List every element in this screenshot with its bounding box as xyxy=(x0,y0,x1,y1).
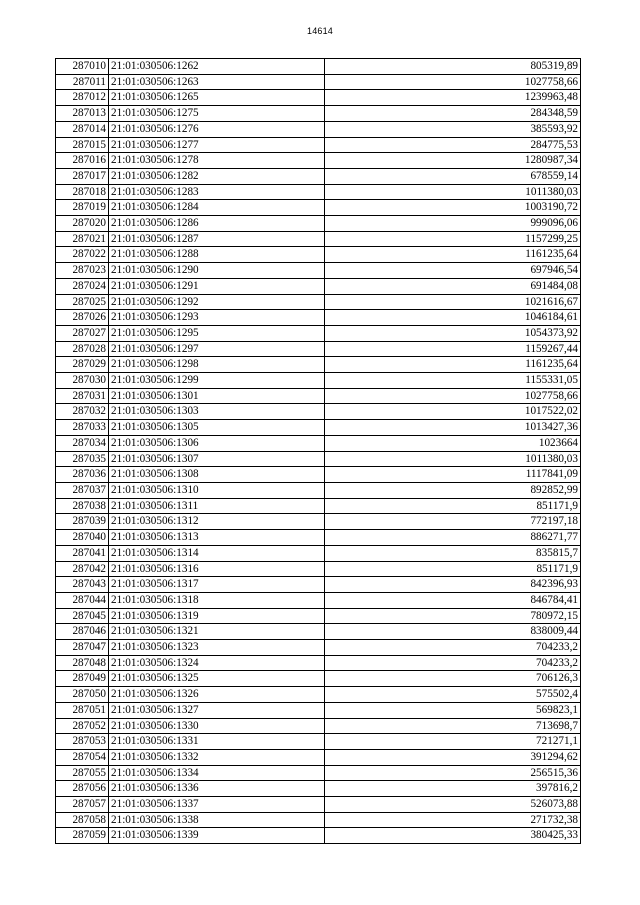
cadastral-number-cell: 21:01:030506:1314 xyxy=(109,545,325,561)
cadastral-number-cell: 21:01:030506:1301 xyxy=(109,388,325,404)
cadastral-value-cell: 1161235,64 xyxy=(325,357,581,373)
cadastral-value-cell: 575502,4 xyxy=(325,687,581,703)
table-row xyxy=(56,373,581,389)
table-row xyxy=(56,435,581,451)
cadastral-number-cell: 21:01:030506:1286 xyxy=(109,216,325,232)
table-row xyxy=(56,231,581,247)
cadastral-value-cell: 772197,18 xyxy=(325,514,581,530)
table-row xyxy=(56,545,581,561)
table-row xyxy=(56,216,581,232)
cadastral-number-cell: 21:01:030506:1284 xyxy=(109,200,325,216)
cadastral-number-cell: 21:01:030506:1331 xyxy=(109,734,325,750)
table-row xyxy=(56,341,581,357)
table-row xyxy=(56,168,581,184)
table-row xyxy=(56,482,581,498)
cadastral-value-cell: 1023664 xyxy=(325,435,581,451)
row-number-cell: 287030 xyxy=(56,373,109,389)
cadastral-value-cell: 256515,36 xyxy=(325,765,581,781)
cadastral-number-cell: 21:01:030506:1336 xyxy=(109,781,325,797)
cadastral-value-cell: 838009,44 xyxy=(325,624,581,640)
cadastral-number-cell: 21:01:030506:1326 xyxy=(109,687,325,703)
cadastral-value-cell: 851171,9 xyxy=(325,498,581,514)
cadastral-number-cell: 21:01:030506:1330 xyxy=(109,718,325,734)
cadastral-value-cell: 391294,62 xyxy=(325,749,581,765)
row-number-cell: 287025 xyxy=(56,294,109,310)
table-row xyxy=(56,781,581,797)
row-number-cell: 287014 xyxy=(56,121,109,137)
cadastral-number-cell: 21:01:030506:1338 xyxy=(109,812,325,828)
cadastral-value-cell: 805319,89 xyxy=(325,59,581,75)
table-row xyxy=(56,325,581,341)
row-number-cell: 287052 xyxy=(56,718,109,734)
table-row xyxy=(56,592,581,608)
table-row xyxy=(56,357,581,373)
row-number-cell: 287051 xyxy=(56,702,109,718)
cadastral-number-cell: 21:01:030506:1311 xyxy=(109,498,325,514)
row-number-cell: 287018 xyxy=(56,184,109,200)
cadastral-number-cell: 21:01:030506:1263 xyxy=(109,74,325,90)
cadastral-number-cell: 21:01:030506:1310 xyxy=(109,482,325,498)
cadastral-value-cell: 721271,1 xyxy=(325,734,581,750)
row-number-cell: 287047 xyxy=(56,640,109,656)
row-number-cell: 287026 xyxy=(56,310,109,326)
row-number-cell: 287013 xyxy=(56,106,109,122)
table-row xyxy=(56,640,581,656)
row-number-cell: 287016 xyxy=(56,153,109,169)
row-number-cell: 287048 xyxy=(56,655,109,671)
cadastral-value-cell: 886271,77 xyxy=(325,530,581,546)
cadastral-number-cell: 21:01:030506:1308 xyxy=(109,467,325,483)
row-number-cell: 287046 xyxy=(56,624,109,640)
row-number-cell: 287011 xyxy=(56,74,109,90)
cadastral-value-cell: 380425,33 xyxy=(325,828,581,844)
table-row xyxy=(56,451,581,467)
table-row xyxy=(56,106,581,122)
cadastral-number-cell: 21:01:030506:1262 xyxy=(109,59,325,75)
row-number-cell: 287032 xyxy=(56,404,109,420)
cadastral-number-cell: 21:01:030506:1292 xyxy=(109,294,325,310)
cadastral-number-cell: 21:01:030506:1312 xyxy=(109,514,325,530)
cadastral-value-cell: 704233,2 xyxy=(325,655,581,671)
row-number-cell: 287038 xyxy=(56,498,109,514)
cadastral-number-cell: 21:01:030506:1334 xyxy=(109,765,325,781)
row-number-cell: 287055 xyxy=(56,765,109,781)
row-number-cell: 287010 xyxy=(56,59,109,75)
table-row xyxy=(56,137,581,153)
cadastral-value-cell: 526073,88 xyxy=(325,797,581,813)
row-number-cell: 287043 xyxy=(56,577,109,593)
cadastral-value-cell: 1054373,92 xyxy=(325,325,581,341)
cadastral-number-cell: 21:01:030506:1287 xyxy=(109,231,325,247)
cadastral-number-cell: 21:01:030506:1303 xyxy=(109,404,325,420)
table-row xyxy=(56,404,581,420)
cadastral-value-cell: 1155331,05 xyxy=(325,373,581,389)
cadastral-value-cell: 835815,7 xyxy=(325,545,581,561)
row-number-cell: 287021 xyxy=(56,231,109,247)
cadastral-value-cell: 691484,08 xyxy=(325,278,581,294)
cadastral-value-cell: 842396,93 xyxy=(325,577,581,593)
table-row xyxy=(56,608,581,624)
cadastral-number-cell: 21:01:030506:1276 xyxy=(109,121,325,137)
cadastral-number-cell: 21:01:030506:1298 xyxy=(109,357,325,373)
table-row xyxy=(56,561,581,577)
cadastral-value-cell: 1161235,64 xyxy=(325,247,581,263)
table-row xyxy=(56,687,581,703)
cadastral-value-cell: 706126,3 xyxy=(325,671,581,687)
row-number-cell: 287029 xyxy=(56,357,109,373)
cadastral-value-cell: 397816,2 xyxy=(325,781,581,797)
table-row xyxy=(56,388,581,404)
cadastral-value-cell: 1159267,44 xyxy=(325,341,581,357)
cadastral-number-cell: 21:01:030506:1288 xyxy=(109,247,325,263)
cadastral-value-cell: 284348,59 xyxy=(325,106,581,122)
row-number-cell: 287031 xyxy=(56,388,109,404)
table-row xyxy=(56,577,581,593)
row-number-cell: 287035 xyxy=(56,451,109,467)
cadastral-number-cell: 21:01:030506:1282 xyxy=(109,168,325,184)
cadastral-number-cell: 21:01:030506:1293 xyxy=(109,310,325,326)
table-row xyxy=(56,702,581,718)
table-row xyxy=(56,467,581,483)
row-number-cell: 287054 xyxy=(56,749,109,765)
cadastral-value-cell: 1239963,48 xyxy=(325,90,581,106)
cadastral-number-cell: 21:01:030506:1295 xyxy=(109,325,325,341)
row-number-cell: 287012 xyxy=(56,90,109,106)
cadastral-number-cell: 21:01:030506:1297 xyxy=(109,341,325,357)
table-row xyxy=(56,498,581,514)
cadastral-value-cell: 704233,2 xyxy=(325,640,581,656)
row-number-cell: 287057 xyxy=(56,797,109,813)
cadastral-number-cell: 21:01:030506:1313 xyxy=(109,530,325,546)
row-number-cell: 287034 xyxy=(56,435,109,451)
cadastral-value-cell: 678559,14 xyxy=(325,168,581,184)
table-row xyxy=(56,278,581,294)
table-row xyxy=(56,153,581,169)
cadastral-number-cell: 21:01:030506:1337 xyxy=(109,797,325,813)
cadastral-number-cell: 21:01:030506:1327 xyxy=(109,702,325,718)
cadastral-number-cell: 21:01:030506:1325 xyxy=(109,671,325,687)
row-number-cell: 287039 xyxy=(56,514,109,530)
table-row xyxy=(56,718,581,734)
row-number-cell: 287017 xyxy=(56,168,109,184)
cadastral-number-cell: 21:01:030506:1291 xyxy=(109,278,325,294)
table-row xyxy=(56,247,581,263)
table-body xyxy=(56,59,581,844)
row-number-cell: 287044 xyxy=(56,592,109,608)
table-row xyxy=(56,310,581,326)
cadastral-number-cell: 21:01:030506:1318 xyxy=(109,592,325,608)
cadastral-value-cell: 846784,41 xyxy=(325,592,581,608)
table-row xyxy=(56,514,581,530)
cadastral-number-cell: 21:01:030506:1321 xyxy=(109,624,325,640)
table-row xyxy=(56,200,581,216)
cadastral-value-cell: 284775,53 xyxy=(325,137,581,153)
cadastral-value-cell: 1003190,72 xyxy=(325,200,581,216)
row-number-cell: 287015 xyxy=(56,137,109,153)
cadastral-number-cell: 21:01:030506:1278 xyxy=(109,153,325,169)
table-row xyxy=(56,530,581,546)
cadastral-number-cell: 21:01:030506:1290 xyxy=(109,263,325,279)
cadastral-number-cell: 21:01:030506:1324 xyxy=(109,655,325,671)
cadastral-value-cell: 1017522,02 xyxy=(325,404,581,420)
table-row xyxy=(56,294,581,310)
cadastral-number-cell: 21:01:030506:1316 xyxy=(109,561,325,577)
table-row xyxy=(56,765,581,781)
cadastral-value-cell: 385593,92 xyxy=(325,121,581,137)
row-number-cell: 287049 xyxy=(56,671,109,687)
cadastral-value-cell: 1011380,03 xyxy=(325,451,581,467)
cadastral-value-cell: 780972,15 xyxy=(325,608,581,624)
table-row xyxy=(56,828,581,844)
cadastral-value-cell: 1157299,25 xyxy=(325,231,581,247)
table-row xyxy=(56,420,581,436)
cadastral-number-cell: 21:01:030506:1307 xyxy=(109,451,325,467)
cadastral-value-cell: 1117841,09 xyxy=(325,467,581,483)
row-number-cell: 287022 xyxy=(56,247,109,263)
cadastral-value-cell: 892852,99 xyxy=(325,482,581,498)
table-row xyxy=(56,734,581,750)
cadastral-value-cell: 1021616,67 xyxy=(325,294,581,310)
row-number-cell: 287058 xyxy=(56,812,109,828)
row-number-cell: 287036 xyxy=(56,467,109,483)
table-row xyxy=(56,184,581,200)
row-number-cell: 287023 xyxy=(56,263,109,279)
cadastral-number-cell: 21:01:030506:1339 xyxy=(109,828,325,844)
table-row xyxy=(56,59,581,75)
cadastral-value-cell: 1027758,66 xyxy=(325,388,581,404)
cadastral-number-cell: 21:01:030506:1323 xyxy=(109,640,325,656)
page-number: 14614 xyxy=(306,26,334,36)
cadastral-value-cell: 1027758,66 xyxy=(325,74,581,90)
row-number-cell: 287045 xyxy=(56,608,109,624)
row-number-cell: 287028 xyxy=(56,341,109,357)
table-row xyxy=(56,749,581,765)
cadastral-value-cell: 1046184,61 xyxy=(325,310,581,326)
table-row xyxy=(56,74,581,90)
row-number-cell: 287059 xyxy=(56,828,109,844)
table-row xyxy=(56,812,581,828)
table-row xyxy=(56,263,581,279)
cadastral-number-cell: 21:01:030506:1265 xyxy=(109,90,325,106)
row-number-cell: 287040 xyxy=(56,530,109,546)
row-number-cell: 287019 xyxy=(56,200,109,216)
cadastral-value-cell: 1013427,36 xyxy=(325,420,581,436)
cadastral-value-table xyxy=(55,58,581,844)
cadastral-number-cell: 21:01:030506:1299 xyxy=(109,373,325,389)
cadastral-value-cell: 851171,9 xyxy=(325,561,581,577)
row-number-cell: 287020 xyxy=(56,216,109,232)
row-number-cell: 287024 xyxy=(56,278,109,294)
row-number-cell: 287037 xyxy=(56,482,109,498)
row-number-cell: 287033 xyxy=(56,420,109,436)
cadastral-number-cell: 21:01:030506:1275 xyxy=(109,106,325,122)
table-row xyxy=(56,624,581,640)
row-number-cell: 287056 xyxy=(56,781,109,797)
cadastral-value-cell: 713698,7 xyxy=(325,718,581,734)
cadastral-number-cell: 21:01:030506:1317 xyxy=(109,577,325,593)
cadastral-number-cell: 21:01:030506:1332 xyxy=(109,749,325,765)
table-row xyxy=(56,90,581,106)
cadastral-value-cell: 271732,38 xyxy=(325,812,581,828)
row-number-cell: 287053 xyxy=(56,734,109,750)
cadastral-number-cell: 21:01:030506:1283 xyxy=(109,184,325,200)
table-row xyxy=(56,671,581,687)
cadastral-number-cell: 21:01:030506:1319 xyxy=(109,608,325,624)
cadastral-number-cell: 21:01:030506:1305 xyxy=(109,420,325,436)
cadastral-value-cell: 1280987,34 xyxy=(325,153,581,169)
row-number-cell: 287050 xyxy=(56,687,109,703)
cadastral-value-cell: 1011380,03 xyxy=(325,184,581,200)
cadastral-value-cell: 697946,54 xyxy=(325,263,581,279)
table-row xyxy=(56,797,581,813)
cadastral-value-cell: 569823,1 xyxy=(325,702,581,718)
cadastral-number-cell: 21:01:030506:1306 xyxy=(109,435,325,451)
row-number-cell: 287027 xyxy=(56,325,109,341)
row-number-cell: 287041 xyxy=(56,545,109,561)
table-row xyxy=(56,655,581,671)
cadastral-number-cell: 21:01:030506:1277 xyxy=(109,137,325,153)
row-number-cell: 287042 xyxy=(56,561,109,577)
table-row xyxy=(56,121,581,137)
cadastral-value-cell: 999096,06 xyxy=(325,216,581,232)
